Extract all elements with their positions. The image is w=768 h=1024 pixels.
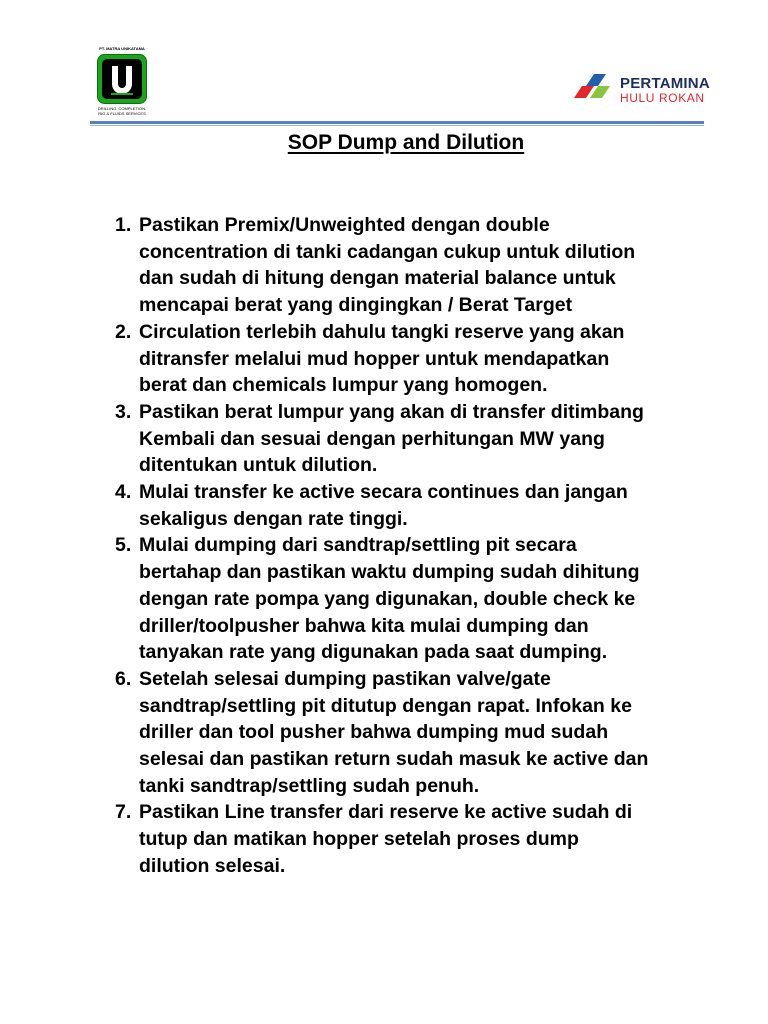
step-text-line: berat dan chemicals lumpur yang homogen. bbox=[139, 374, 548, 397]
step-text-line: ditentukan untuk dilution. bbox=[139, 454, 378, 477]
step-text-line: concentration di tanki cadangan cukup untuk dilution bbox=[139, 240, 636, 263]
matra-unikatama-logo bbox=[90, 46, 154, 116]
step-number: 3. bbox=[115, 400, 132, 423]
step-text-line: sandtrap/settling pit ditutup dengan rapat. Infokan ke bbox=[139, 694, 632, 717]
pertamina-brand-text: PERTAMINA bbox=[620, 75, 710, 92]
step-text-line: dengan rate pompa yang digunakan, double check ke bbox=[139, 587, 636, 610]
step-text-line: Pastikan Line transfer dari reserve ke active sudah di bbox=[139, 801, 633, 824]
step-text-line: tutup dan matikan hopper setelah proses dump bbox=[139, 828, 579, 851]
step-text-line: tanyakan rate yang digunakan pada saat dumping. bbox=[139, 641, 608, 664]
step-text-line: Kembali dan sesuai dengan perhitungan MW yang bbox=[139, 427, 605, 450]
pertamina-mark-icon bbox=[572, 74, 616, 98]
step-text-line: driller/toolpusher bahwa kita mulai dumping dan bbox=[139, 614, 589, 637]
header-rule bbox=[90, 121, 704, 124]
matra-u-emblem-icon bbox=[97, 54, 147, 104]
step-number: 5. bbox=[115, 534, 132, 557]
step-number: 2. bbox=[115, 320, 132, 343]
document-title: SOP Dump and Dilution bbox=[287, 131, 525, 154]
logo-tagline-2: RIG & FLUIDS SERVICES bbox=[98, 111, 146, 116]
step-text-line: Mulai dumping dari sandtrap/settling pit secara bbox=[139, 534, 577, 557]
step-text-line: mencapai berat yang dingingkan / Berat Target bbox=[139, 294, 573, 317]
sop-steps-list bbox=[115, 212, 699, 880]
step-text-line: tanki sandtrap/settling sudah penuh. bbox=[139, 774, 480, 797]
sop-step-4 bbox=[115, 479, 699, 532]
step-text-line: sekaligus dengan rate tinggi. bbox=[139, 507, 408, 530]
step-text-line: bertahap dan pastikan waktu dumping sudah dihitung bbox=[139, 561, 640, 584]
logo-company-name: PT. MATRA UNIKATAMA bbox=[99, 46, 145, 51]
sop-step-7 bbox=[115, 799, 699, 879]
step-number: 1. bbox=[115, 214, 132, 236]
sop-step-6 bbox=[115, 666, 699, 800]
pertamina-hulu-rokan-logo bbox=[572, 72, 712, 108]
step-text-line: dilution selesai. bbox=[139, 854, 286, 877]
step-text-line: Pastikan Premix/Unweighted dengan double bbox=[139, 214, 550, 236]
step-text-line: driller dan tool pusher bahwa dumping mud sudah bbox=[139, 721, 609, 744]
step-number: 7. bbox=[115, 801, 132, 824]
step-text-line: Circulation terlebih dahulu tangki reserve yang akan bbox=[139, 320, 625, 343]
header-rule-thin bbox=[90, 125, 704, 126]
step-text-line: dan sudah di hitung dengan material balance untuk bbox=[139, 267, 616, 290]
step-text-line: selesai dan pastikan return sudah masuk ke active dan bbox=[139, 748, 649, 771]
step-text-line: Mulai transfer ke active secara continues dan jangan bbox=[139, 481, 628, 504]
logo-tagline-1: DRILLING, COMPLETION, bbox=[97, 106, 147, 111]
step-text-line: Pastikan berat lumpur yang akan di transfer ditimbang bbox=[139, 400, 644, 423]
sop-step-1 bbox=[115, 212, 699, 319]
sop-step-5 bbox=[115, 532, 699, 666]
sop-step-3 bbox=[115, 399, 699, 479]
step-text-line: Setelah selesai dumping pastikan valve/gate bbox=[139, 667, 551, 690]
step-text-line: ditransfer melalui mud hopper untuk mendapatkan bbox=[139, 347, 610, 370]
step-number: 4. bbox=[115, 481, 132, 504]
hulu-rokan-text: HULU ROKAN bbox=[620, 91, 705, 105]
step-number: 6. bbox=[115, 667, 132, 690]
sop-step-2 bbox=[115, 319, 699, 399]
